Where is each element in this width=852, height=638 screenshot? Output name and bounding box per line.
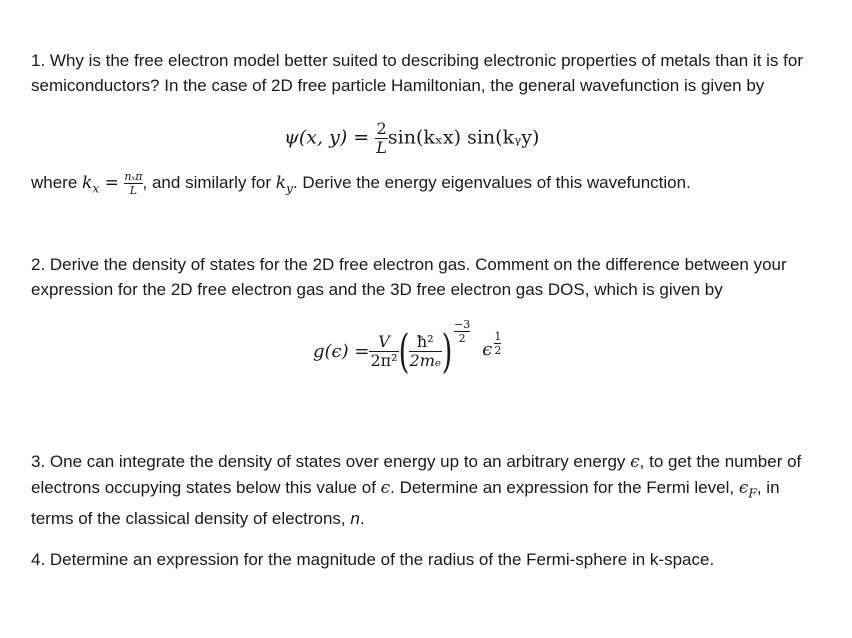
wavefunction-lhs: ψ(x, y) = bbox=[284, 126, 376, 149]
epsilon-symbol: ϵ bbox=[482, 338, 493, 360]
fermi-level-symbol: $\epsilon_F$ bbox=[738, 478, 757, 501]
kx-symbol: $k_x$ bbox=[82, 173, 100, 196]
kx-fraction bbox=[124, 171, 142, 196]
equals-sign: = bbox=[99, 173, 125, 193]
dos-lhs: g(ϵ) = bbox=[313, 340, 370, 362]
kx-numerator: nₓπ bbox=[124, 170, 143, 184]
wavefunction-equation bbox=[284, 121, 539, 156]
question-1-text: 1. Why is the free electron model better suited to describing electronic properties of metals than it is for semiconductors? In the case of 2D free particle Hamiltonian, the general wavefunction is given by bbox=[31, 51, 803, 95]
epsilon-power bbox=[482, 329, 502, 364]
prefactor-denominator: L bbox=[376, 138, 387, 157]
exponent-one-half: $\frac{1}{2}$ bbox=[494, 329, 502, 357]
wavefunction-prefactor bbox=[375, 121, 388, 156]
question-4-text: 4. Determine an expression for the magnitude of the radius of the Fermi-sphere in k-space. bbox=[31, 550, 715, 569]
epsilon-inline-1: ϵ bbox=[630, 452, 640, 472]
right-paren: ) bbox=[441, 324, 453, 378]
mass-denominator: 2mₑ bbox=[409, 350, 442, 370]
electron-density-symbol: n bbox=[350, 509, 360, 529]
ky-symbol: $k_y$ bbox=[275, 173, 293, 196]
left-paren: ( bbox=[398, 324, 409, 378]
dos-hbar-fraction bbox=[409, 331, 443, 370]
prefactor-numerator: 2 bbox=[376, 119, 387, 138]
where-prefix: where bbox=[31, 173, 83, 192]
hbar-numerator: ħ² bbox=[416, 331, 434, 351]
exponent-minus-three-halves: $\frac{-3}{2}$ bbox=[454, 317, 471, 345]
volume-numerator: V bbox=[378, 331, 390, 351]
epsilon-inline-2: ϵ bbox=[380, 478, 391, 498]
where-suffix-2: . Derive the energy eigenvalues of this wavefunction. bbox=[292, 173, 691, 192]
wavefunction-rhs: sin(kₓx) sin(kᵧy) bbox=[387, 126, 540, 149]
where-suffix-1: , and similarly for bbox=[142, 173, 276, 192]
dos-equation bbox=[313, 317, 502, 378]
question-1-followup bbox=[31, 170, 691, 201]
dos-volume-fraction bbox=[369, 331, 398, 370]
volume-denominator: 2π² bbox=[370, 350, 398, 370]
question-2-text: 2. Derive the density of states for the 2D free electron gas. Comment on the difference between your expression for the 2D free electron gas and the 3D free electron gas DOS, which is given by bbox=[31, 255, 787, 299]
question-3-text: 3. One can integrate the density of states over energy up to an arbitrary energy ϵ, to get the number of electrons occupying states below this value of ϵ. Determine an expression for the Fermi level, $\epsilon_F$, in terms of the classical density of electrons, n. bbox=[31, 452, 802, 529]
kx-denominator: L bbox=[129, 184, 138, 198]
